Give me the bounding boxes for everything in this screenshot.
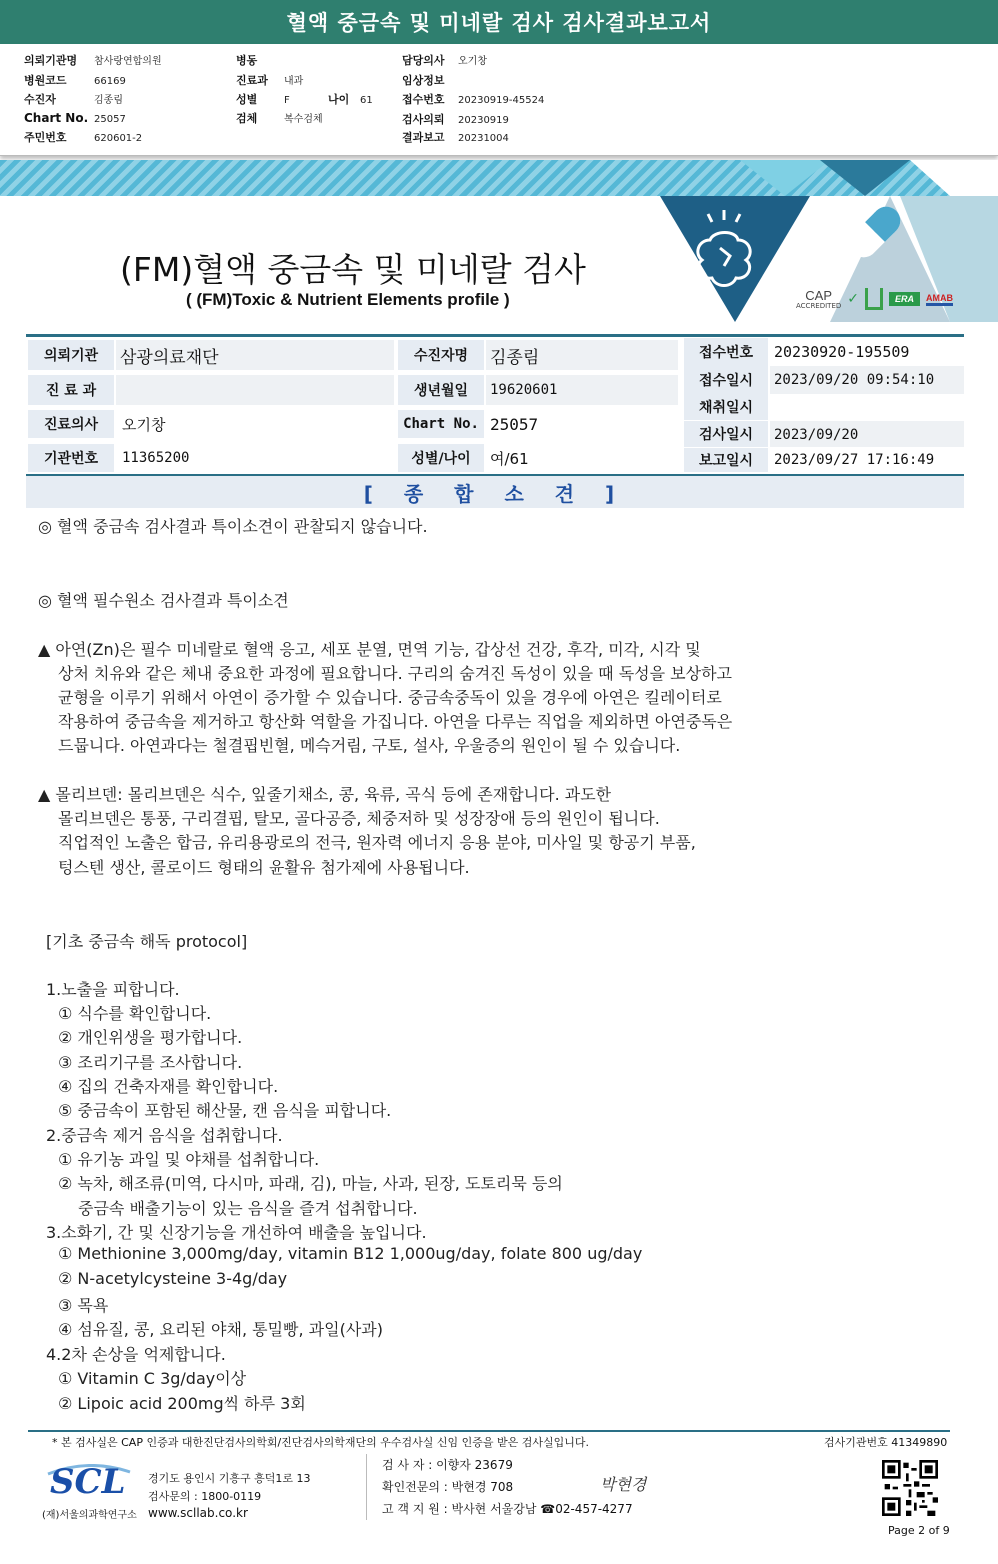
value-patient-name: 김종림 (490, 347, 540, 368)
report-subtitle: ( (FM)Toxic & Nutrient Elements profile ) (186, 290, 510, 309)
scl-logo: SCL (50, 1462, 126, 1502)
cap-logo: CAP ACCREDITED (796, 287, 842, 310)
value-org-no: 11365200 (122, 450, 190, 466)
lab-number: 검사기관번호 41349890 (824, 1436, 948, 1449)
zinc-paragraph-line: 드뭅니다. 아연과다는 철결핍빈혈, 메슥거림, 구토, 설사, 우울증의 원인이 될 수 있습니다. (58, 736, 681, 755)
label-org-no: 기관번호 (28, 444, 114, 472)
protocol-step: 3.소화기, 간 및 신장기능을 개선하여 배출을 높입니다. (46, 1223, 427, 1242)
protocol-item: ① Vitamin C 3g/day이상 (58, 1369, 247, 1388)
protocol-step: 1.노출을 피합니다. (46, 980, 180, 999)
label-institution: 의뢰기관 (28, 340, 114, 370)
lab-website[interactable]: www.scllab.co.kr (148, 1506, 248, 1520)
zinc-paragraph-line: 상처 치유와 같은 체내 중요한 과정에 필요합니다. 구리의 숨겨진 독성이 있을 때 독성을 보상하고 (58, 664, 732, 683)
header-hospital-code: 병원코드 66169 (24, 74, 126, 87)
protocol-item: ② N-acetylcysteine 3-4g/day (58, 1269, 288, 1288)
label-sex-age: 성별/나이 (398, 444, 484, 472)
amab-logo: AMAB (926, 293, 953, 306)
molybdenum-paragraph-line: 직업적인 노출은 합금, 유리용광로의 전극, 원자력 에너지 응용 분야, 미사일 및 항공기 부품, (58, 833, 696, 852)
value-institution: 삼광의료재단 (120, 347, 219, 368)
zinc-paragraph-line: ▲ 아연(Zn)은 필수 미네랄로 혈액 응고, 세포 분열, 면역 기능, 갑상선 건강, 후각, 미각, 시각 및 (38, 640, 701, 659)
header-sex: 성별 F (236, 93, 290, 106)
value-birthdate: 19620601 (490, 382, 558, 398)
protocol-step: 2.중금속 제거 음식을 섭취합니다. (46, 1126, 283, 1145)
protocol-item: ② 녹차, 해조류(미역, 다시마, 파래, 김), 마늘, 사과, 된장, 도토리묵 등의 (58, 1174, 563, 1193)
protocol-item: ② Lipoic acid 200mg씩 하루 3회 (58, 1394, 306, 1413)
protocol-item: ① Methionine 3,000mg/day, vitamin B12 1,000ug/day, folate 800 ug/day (58, 1244, 643, 1263)
header-clinical-info: 임상정보 (402, 74, 445, 87)
accreditation-logos (796, 284, 953, 314)
label-receipt-date: 접수일시 (684, 366, 768, 394)
protocol-heading: [기초 중금속 해독 protocol] (46, 932, 248, 951)
label-report-date: 보고일시 (684, 448, 768, 472)
value-report-date: 2023/09/27 17:16:49 (774, 452, 935, 468)
qr-code-icon (882, 1460, 938, 1516)
finding-essential-heading: ◎ 혈액 필수원소 검사결과 특이소견 (38, 591, 289, 610)
label-receipt-no: 접수번호 (684, 338, 768, 366)
label-test-date: 검사일시 (684, 421, 768, 447)
specialist-info: 확인전문의 : 박현경 708 (382, 1480, 514, 1494)
label-department: 진 료 과 (28, 375, 114, 405)
label-collection-date: 채취일시 (684, 394, 768, 420)
label-chart-no: Chart No. (398, 410, 484, 438)
protocol-item: ⑤ 중금속이 포함된 해산물, 캔 음식을 피합니다. (58, 1101, 392, 1120)
tester-info: 검 사 자 : 이향자 23679 (382, 1458, 513, 1472)
header-requester: 의뢰기관명 참사랑연합의원 (24, 54, 162, 67)
molybdenum-paragraph-line: 텅스텐 생산, 콜로이드 형태의 윤활유 첨가제에 사용됩니다. (58, 858, 470, 877)
table-top-rule (26, 334, 964, 337)
value-chart-no: 25057 (490, 414, 539, 434)
value-receipt-no: 20230920-195509 (774, 343, 910, 361)
zinc-paragraph-line: 작용하여 중금속을 제거하고 항산화 역할을 가집니다. 아연을 다루는 직업을 제외하면 아연중독은 (58, 712, 733, 731)
footer-rule (28, 1430, 950, 1432)
lab-address: 경기도 용인시 기흥구 흥덕1로 13 (148, 1472, 311, 1485)
value-doctor: 오기창 (122, 415, 166, 434)
header-result-date: 결과보고 20231004 (402, 131, 509, 144)
header-specimen: 검체 복수검체 (236, 112, 323, 125)
finding-heavy-metal: ◎ 혈액 중금속 검사결과 특이소견이 관찰되지 않습니다. (38, 517, 428, 536)
protocol-item: ④ 섬유질, 콩, 요리된 야채, 통밀빵, 과일(사과) (58, 1320, 383, 1339)
lm-logo (865, 288, 883, 310)
protocol-item: ① 식수를 확인합니다. (58, 1004, 212, 1023)
specialist-signature: 박현경 (600, 1475, 647, 1494)
value-sex-age: 여/61 (490, 449, 529, 468)
report-title: (FM)혈액 중금속 및 미네랄 검사 (120, 250, 586, 289)
header-receipt-no: 접수번호 20230919-45524 (402, 93, 545, 106)
header-doctor: 담당의사 오기창 (402, 54, 487, 67)
protocol-item-continued: 중금속 배출기능이 있는 음식을 즐겨 섭취합니다. (78, 1199, 418, 1218)
era-logo: ERA (889, 292, 920, 306)
report-header-title: 혈액 중금속 및 미네랄 검사 검사결과보고서 (0, 0, 998, 44)
label-patient-name: 수진자명 (398, 340, 484, 370)
header-request-date: 검사의뢰 20230919 (402, 113, 509, 126)
footer-divider (366, 1454, 367, 1520)
summary-section-title: [ 종 합 소 견 ] (26, 476, 964, 508)
label-doctor: 진료의사 (28, 410, 114, 438)
checkmark-icon: ✓ (847, 291, 860, 307)
protocol-step: 4.2차 손상을 억제합니다. (46, 1345, 226, 1364)
protocol-item: ① 유기농 과일 및 야채를 섭취합니다. (58, 1150, 320, 1169)
value-receipt-date: 2023/09/20 09:54:10 (774, 372, 935, 388)
protocol-item: ② 개인위생을 평가합니다. (58, 1028, 243, 1047)
value-test-date: 2023/09/20 (774, 427, 859, 443)
lab-inquiry: 검사문의 : 1800-0119 (148, 1490, 262, 1503)
header-age: 나이 61 (328, 93, 373, 106)
zinc-paragraph-line: 균형을 이루기 위해서 아연이 증가할 수 있습니다. 중금속중독이 있을 경우에 아연은 킬레이터로 (58, 688, 722, 707)
header-info-panel (0, 44, 998, 156)
support-info: 고 객 지 원 : 박사현 서울강남 ☎02-457-4277 (382, 1502, 633, 1516)
header-chart-no: Chart No. 25057 (24, 111, 126, 125)
molybdenum-paragraph-line: ▲ 몰리브덴: 몰리브덴은 식수, 잎줄기채소, 콩, 육류, 곡식 등에 존재합니다. 과도한 (38, 785, 612, 804)
certification-note: * 본 검사실은 CAP 인증과 대한진단검사의학회/진단검사의학재단의 우수검사실 신임 인증을 받은 검사실입니다. (52, 1436, 590, 1449)
page-number: Page 2 of 9 (888, 1524, 950, 1537)
header-resident-no: 주민번호 620601-2 (24, 131, 143, 144)
label-birthdate: 생년월일 (398, 375, 484, 405)
header-ward: 병동 (236, 54, 258, 67)
molybdenum-paragraph-line: 몰리브덴은 통풍, 구리결핍, 탈모, 골다공증, 체중저하 및 성장장애 등의 원인이 됩니다. (58, 809, 660, 828)
value-department-bg (116, 375, 394, 405)
protocol-item: ④ 집의 건축자재를 확인합니다. (58, 1077, 279, 1096)
header-patient: 수진자 김종림 (24, 93, 123, 106)
header-department: 진료과 내과 (236, 74, 304, 87)
protocol-item: ③ 조리기구를 조사합니다. (58, 1053, 243, 1072)
protocol-item: ③ 목욕 (58, 1296, 109, 1315)
scl-org-name: (재)서울의과학연구소 (42, 1510, 137, 1521)
